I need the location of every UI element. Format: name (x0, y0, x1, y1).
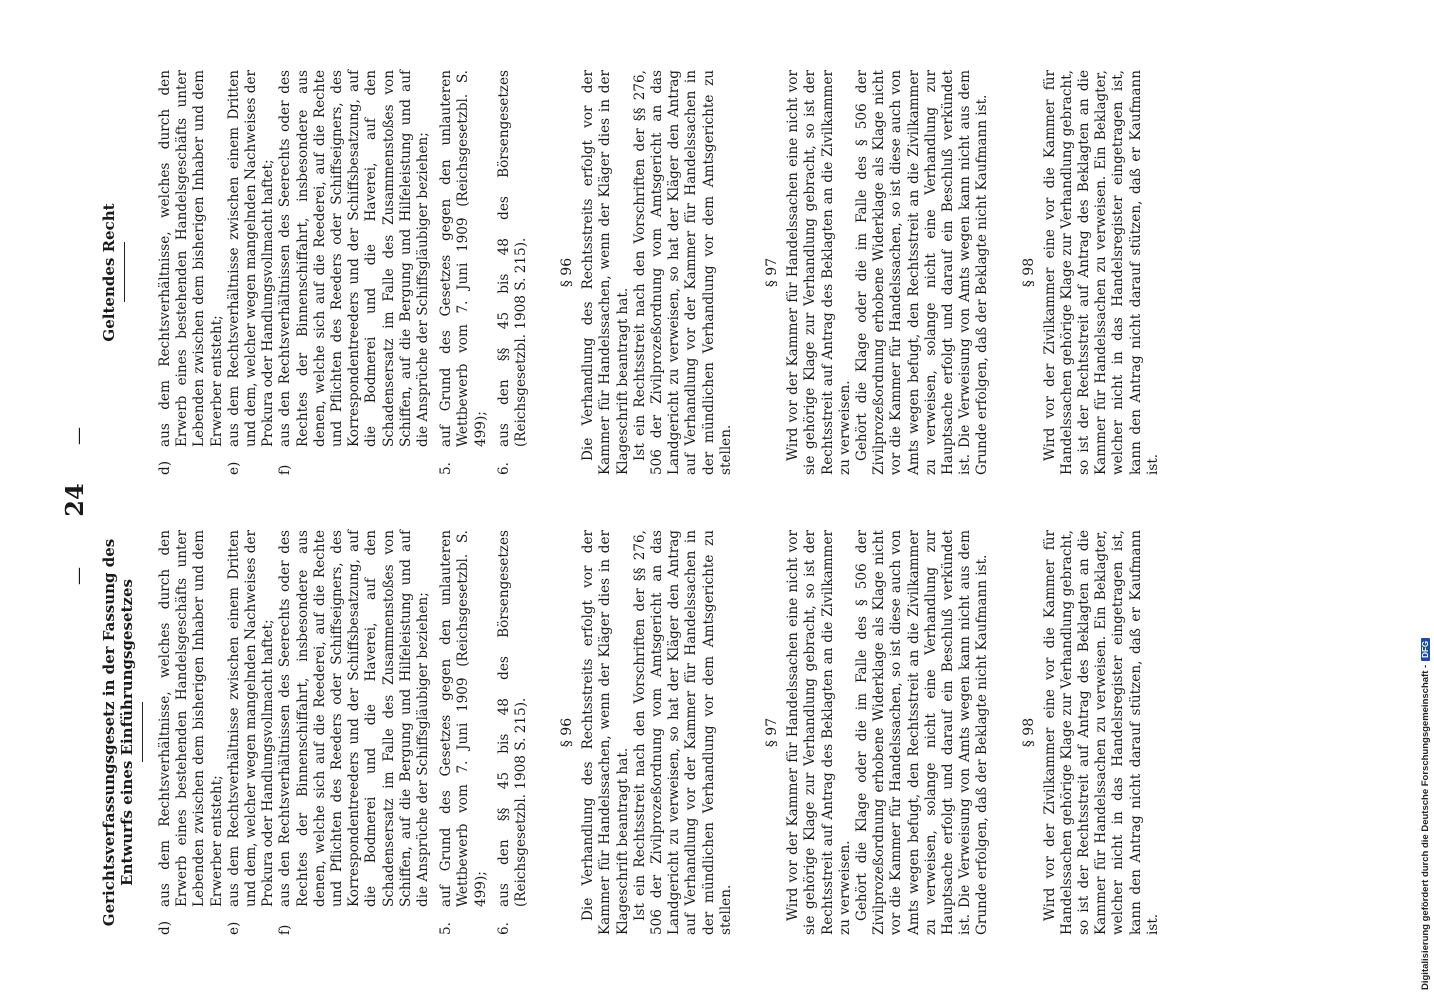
digitization-note (1420, 0, 1431, 990)
section-title: § 97 (764, 257, 781, 288)
header-dash-left: — (68, 567, 89, 585)
list-item (157, 530, 226, 935)
section-paragraph: Gehört die Klage oder die im Falle des § 506 der Zivilprozeßordnung erhobene Widerklage als Klage nicht vor die Kammer für Handelssachen, so ist diese auch von Amts wegen befugt, den Rechtsstreit an die Zivilkammer zu verweisen, solange nicht eine Verhandlung zur Hauptsache erfolgt und darauf ein Beschluß verkündet ist. Die Verweisung von Amts wegen kann nicht aus dem Grunde erfolgen, daß der Beklagte nicht Kaufmann ist. (853, 530, 991, 935)
right-column (100, 70, 1162, 475)
left-column-heading: Gerichtsverfassungsgesetz in der Fassung des Entwurfs eines Einführungsgesetzes (100, 538, 136, 927)
item-text: aus den Rechtsverhältnissen des Seerechts oder des Rechtes der Binnenschiffahrt, insbesondere aus denen, welche sich auf die Reederei, auf die Rechte und Pflichten des Reeders oder Schiffseigners, des Korrespondentreeders und der Schiffsbesatzung, auf die Bodmerei und die Haverei, auf den Schadensersatz im Falle des Zusammenstoßes von Schiffen, auf die Bergung und Hilfeleistung und auf die Ansprüche der Schiffsgläubiger beziehen; (277, 530, 432, 907)
item-marker: 6. (495, 922, 512, 935)
section-paragraph: Wird vor der Zivilkammer eine vor die Kammer für Handelssachen gehörige Klage zur Verhandlung gebracht, so ist der Rechtsstreit auf Antrag des Beklagten an die Kammer für Handelssachen zu verweisen. Ein Beklagter, welcher nicht in das Handelsregister eingetragen ist, kann den Antrag nicht darauf stützen, daß er Kaufmann ist. (1041, 70, 1161, 475)
item-text: auf Grund des Gesetzes gegen den unlauteren Wettbewerb vom 7. Juni 1909 (Reichsgesetzbl. S. 499); (438, 530, 489, 907)
item-text: aus dem Rechtsverhältnisse, welches durch den Erwerb eines bestehenden Handelsgeschäfts unter Lebenden zwischen dem bisherigen Inhaber und dem Erwerber entsteht; (157, 530, 225, 907)
list-item (226, 530, 278, 935)
item-marker: 6. (495, 462, 512, 475)
section-paragraph: Wird vor der Zivilkammer eine vor die Kammer für Handelssachen gehörige Klage zur Verhandlung gebracht, so ist der Rechtsstreit auf Antrag des Beklagten an die Kammer für Handelssachen zu verweisen. Ein Beklagter, welcher nicht in das Handelsregister eingetragen ist, kann den Antrag nicht darauf stützen, daß er Kaufmann ist. (1041, 530, 1161, 935)
item-text: aus dem Rechtsverhältnisse, welches durch den Erwerb eines bestehenden Handelsgeschäfts unter Lebenden zwischen dem bisherigen Inhaber und dem Erwerber entsteht; (157, 70, 225, 447)
section-paragraph: Wird vor der Kammer für Handelssachen eine nicht vor sie gehörige Klage zur Verhandlung gebracht, so ist der Rechtsstreit auf Antrag des Beklagten an die Zivilkammer zu verweisen. (785, 530, 853, 935)
item-text: aus den Rechtsverhältnissen des Seerechts oder des Rechtes der Binnenschiffahrt, insbesondere aus denen, welche sich auf die Reederei, auf die Rechte und Pflichten des Reeders oder Schiffseigners, des Korrespondentreeders und der Schiffsbesatzung, auf die Bodmerei und die Haverei, auf den Schadensersatz im Falle des Zusammenstoßes von Schiffen, auf die Bergung und Hilfeleistung und auf die Ansprüche der Schiffsgläubiger beziehen; (277, 70, 432, 447)
section-paragraph: Wird vor der Kammer für Handelssachen eine nicht vor sie gehörige Klage zur Verhandlung gebracht, so ist der Rechtsstreit auf Antrag des Beklagten an die Zivilkammer zu verweisen. (785, 70, 853, 475)
item-text: auf Grund des Gesetzes gegen den unlauteren Wettbewerb vom 7. Juni 1909 (Reichsgesetzbl. S. 499); (438, 70, 489, 447)
right-column-heading: Geltendes Recht (100, 203, 118, 342)
item-marker: d) (157, 920, 173, 935)
list-item (438, 70, 490, 475)
rotated-document-page (50, 35, 1434, 965)
list-item (496, 70, 530, 475)
item-text: aus den §§ 45 bis 48 des Börsengesetzes (Reichsgesetzbl. 1908 S. 215). (495, 530, 530, 907)
digitization-note-text: Digitalisierung gefördert durch die Deutsche Forschungsgemeinschaft - (1420, 664, 1431, 990)
item-marker: f) (277, 464, 294, 475)
item-marker: e) (225, 461, 242, 475)
list-item (226, 70, 278, 475)
dfg-logo: DFG (1421, 638, 1430, 661)
list-item (157, 70, 226, 475)
section-title: § 96 (559, 257, 576, 288)
item-marker: 5. (438, 922, 455, 935)
heading-rule (124, 243, 125, 303)
item-text: aus dem Rechtsverhältnisse zwischen einem Dritten und dem, welcher wegen mangelnden Nachweises der Prokura oder Handlungsvollmacht haftet; (225, 530, 277, 907)
section-paragraph: Gehört die Klage oder die im Falle des § 506 der Zivilprozeßordnung erhobene Widerklage als Klage nicht vor die Kammer für Handelssachen, so ist diese auch von Amts wegen befugt, den Rechtsstreit an die Zivilkammer zu verweisen, solange nicht eine Verhandlung zur Hauptsache erfolgt und darauf ein Beschluß verkündet ist. Die Verweisung von Amts wegen kann nicht aus dem Grunde erfolgen, daß der Beklagte nicht Kaufmann ist. (853, 70, 991, 475)
item-marker: f) (277, 924, 294, 935)
list-item (277, 70, 432, 475)
section-paragraph: Ist ein Rechtsstreit nach den Vorschriften der §§ 276, 506 der Zivilprozeßordnung vom Amtsgericht an das Landgericht zu verweisen, so hat der Kläger den Antrag auf Verhandlung vor der Kammer für Handelssachen in der mündlichen Verhandlung vor dem Amtsgerichte zu stellen. (631, 70, 734, 475)
page-header (60, 35, 90, 965)
section-title: § 98 (1020, 257, 1037, 288)
list-item (496, 530, 530, 935)
item-marker: e) (225, 921, 242, 935)
item-text: aus dem Rechtsverhältnisse zwischen einem Dritten und dem, welcher wegen mangelnden Nachweises der Prokura oder Handlungsvollmacht haftet; (225, 70, 277, 447)
left-column (100, 530, 1162, 935)
section-title: § 98 (1020, 717, 1037, 748)
list-item (438, 530, 490, 935)
list-item (277, 530, 432, 935)
item-marker: 5. (438, 462, 455, 475)
section-paragraph: Die Verhandlung des Rechtsstreits erfolgt vor der Kammer für Handelssachen, wenn der Kläger dies in der Klageschrift beantragt hat. (580, 70, 631, 475)
section-title: § 97 (764, 717, 781, 748)
section-paragraph: Ist ein Rechtsstreit nach den Vorschriften der §§ 276, 506 der Zivilprozeßordnung vom Amtsgericht an das Landgericht zu verweisen, so hat der Kläger den Antrag auf Verhandlung vor der Kammer für Handelssachen in der mündlichen Verhandlung vor dem Amtsgerichte zu stellen. (631, 530, 734, 935)
item-text: aus den §§ 45 bis 48 des Börsengesetzes (Reichsgesetzbl. 1908 S. 215). (495, 70, 530, 447)
page-number: 24 (60, 483, 89, 517)
section-paragraph: Die Verhandlung des Rechtsstreits erfolgt vor der Kammer für Handelssachen, wenn der Kläger dies in der Klageschrift beantragt hat. (580, 530, 631, 935)
header-dash-right: — (68, 427, 89, 445)
heading-rule (142, 703, 143, 763)
section-title: § 96 (559, 717, 576, 748)
item-marker: d) (157, 460, 173, 475)
